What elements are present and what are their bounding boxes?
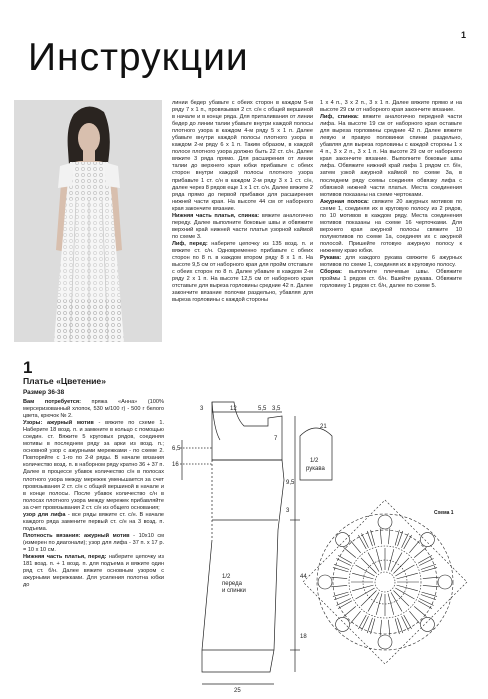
dress-photo [14,100,162,342]
dim-label: 18 [300,634,307,640]
dim-label: рукава [306,466,325,472]
dim-label: и спинки [222,588,246,594]
paragraph: Лиф, спинка: вяжите аналогично передней части лифа. На высоте 19 см от наборного края оставьте для выреза горловины средние 42 п. Далее вяжите левую и правую половинки спинки раздельно, убавляя для выреза горловины с каждой стороны 1 х 4 п., 3 х 2 п., 3 х 1 п. На высоте 29 см от наборного края закончите вязание. Выполните боковые швы лифа. Обвяжите нижний край лифа 1 рядом ст. б/н, затем узкой ажурной каймой по схеме 3а, в последнем ряду схемы соединяя обвязку лифа с обвязкой нижней части платья. Места соединения мотивов показаны на схеме чертоками. [320,114,462,198]
paragraph: узор для лифа - все ряды вяжите ст. с/н. В начале каждого ряда замените первый ст. с/н на 3 возд. п. подъема. [23,511,164,532]
dim-label: 3,5 [272,406,281,412]
scheme-label: Схема 1 [434,510,454,516]
dim-label: 16 [172,462,179,468]
dim-label: 25 [234,688,241,694]
dim-label: 3 [200,406,204,412]
text-column-2 [172,100,313,304]
dim-label: 44 [300,574,307,580]
paragraph: Плотность вязания: ажурный мотив - 10х10 см (измерен по диагонали); узор для лифа - 37 п. х 17 р. = 10 х 10 см. [23,532,164,553]
dim-label: 3 [286,508,290,514]
text-column-1 [23,399,164,589]
dim-label: 6,5 [172,446,181,452]
pattern-size: Размер 36-38 [23,389,65,396]
pattern-title: Платье «Цветение» [23,376,106,386]
paragraph: Сборка: выполните плечевые швы. Обвяжите проймы 1 рядом ст. б/н. Вшейте рукава. Обвяжите горловину 1 рядом ст. б/н, далее по схеме 5. [320,269,462,290]
paragraph: Лиф, перед: наберите цепочку из 135 возд. п. и вяжите ст. с/н. Одновременно прибавьте с обеих сторон по 8 п. в каждом втором ряду 8 х 1 п. На высоте 9,5 см от наборного края для пройм отставьте с обеих сторон по 8 п. Далее убавьте в каждом 2-м ряду 2 х 1 п. На высоте 12,5 см от наборного края отставьте для выреза горловины средние 42 п. Далее закончите вязание полочки раздельно, убавляя для выреза горловины с каждой стороны [172,240,313,304]
text-column-3 [320,100,462,290]
dim-label: 5,5 [258,406,267,412]
paragraph: Рукава: для каждого рукава свяжите 6 ажурных мотивов по схеме 1, соединяя их в круговую полосу. [320,255,462,269]
dim-label: 1/2 [222,574,231,580]
pattern-number: 1 [23,358,33,377]
paragraph: Вам потребуется: пряжа «Анна» (100% мерсеризованный хлопок, 530 м/100 г) - 500 г белого цвета, крючок № 2. [23,399,164,420]
page-title: Инструкции [28,36,249,79]
paragraph: Узоры: ажурный мотив - вяжите по схеме 1. Наберите 18 возд. п. и замкните в кольцо с помощью соедин. ст. Вяжите 5 круговых рядов, соединяя мотивы в последнем ряду за арки из возд. п.; основной узор с ажурными мережками - по схеме 2. Повторяйте с 1-го по 2-й ряды. В начале вязания количество возд. п. в наборном ряду кратно 36 + 37 п. Далее в процессе убавок количество с/н в полосах плотного узора между мережек уменьшается за счет провязывания 2 ст. с/н с общей вершиной в начале и в конце полосы. После убавок количество с/н в полосах плотного узора между мережек прибавляйте за счет провязывания 2 ст. с/н из общего основания; [23,420,165,511]
dim-label: 7 [274,436,278,442]
paragraph: Нижняя часть платья, спинка: вяжите аналогично переду. Далее выполните боковые швы и обвяжите верхний край нижней части платья узорной каймой по схеме 3. [172,212,314,240]
dim-label: переда [222,581,242,587]
dim-label: 1/2 [310,458,319,464]
dim-label: 21 [320,424,327,430]
crochet-scheme [300,470,470,690]
paragraph: Ажурная полоса: свяжите 20 ажурных мотивов по схеме 1, соединяя их в круговую полосу из 2 рядов, по 10 мотивов в каждом ряду. Места соединения мотивов показаны на схеме 16 черточками. Для верхнего края ажурной полосы свяжите 10 полумотивов по схеме 1а, соединяя их с ажурной полосой. Пришейте готовую ажурную полосу к нижнему краю юбки. [320,198,462,254]
dim-label: 9,5 [286,480,295,486]
paragraph: 1 х 4 п., 3 х 2 п., 3 х 1 п. Далее вяжите прямо и на высоте 29 см от наборного края закончите вязание. [320,100,462,114]
paragraph: линии бедер убавьте с обеих сторон в каждом 5-м ряду 7 х 1 п., провязывая 2 ст. с/н с общей вершиной в начале и в конце ряда. Для приталивания от линии бедер до линии талии убавьте внутри каждой полосы плотного узора в каждом 4-м ряду 5 х 1 п. Далее убавьте внутри каждой полосы плотного узора в каждом 2-м ряду 6 х 1 п. Таким образом, в каждой полосе плотного узора должно быть 22 ст. с/н. Далее вяжите 3 ряда прямо. Для расширения от линии талии до верхнего края юбки прибавьте с обеих сторон внутри каждой полосы плотного узора прибавьте 1 ст. с/н в каждом 2-м ряду 3 х 1 ст. с/н, далее через 8 рядов еще 1 х 1 ст. с/н. Далее вяжите 2 ряда прямо до первой прибавки для расширения нижней части края. На высоте 44 см от наборного края закончите вязание. [172,100,313,212]
dim-label: 12 [230,406,237,412]
paragraph: Нижняя часть платья, перед: наберите цепочку из 181 возд. п. + 1 возд. п. для подъема и вяжите один ряд ст. б/н. Далее вяжите основным узором с ажурными мережками. Для усиления полотна юбки до [23,554,164,589]
page-number: 1 [460,30,466,40]
